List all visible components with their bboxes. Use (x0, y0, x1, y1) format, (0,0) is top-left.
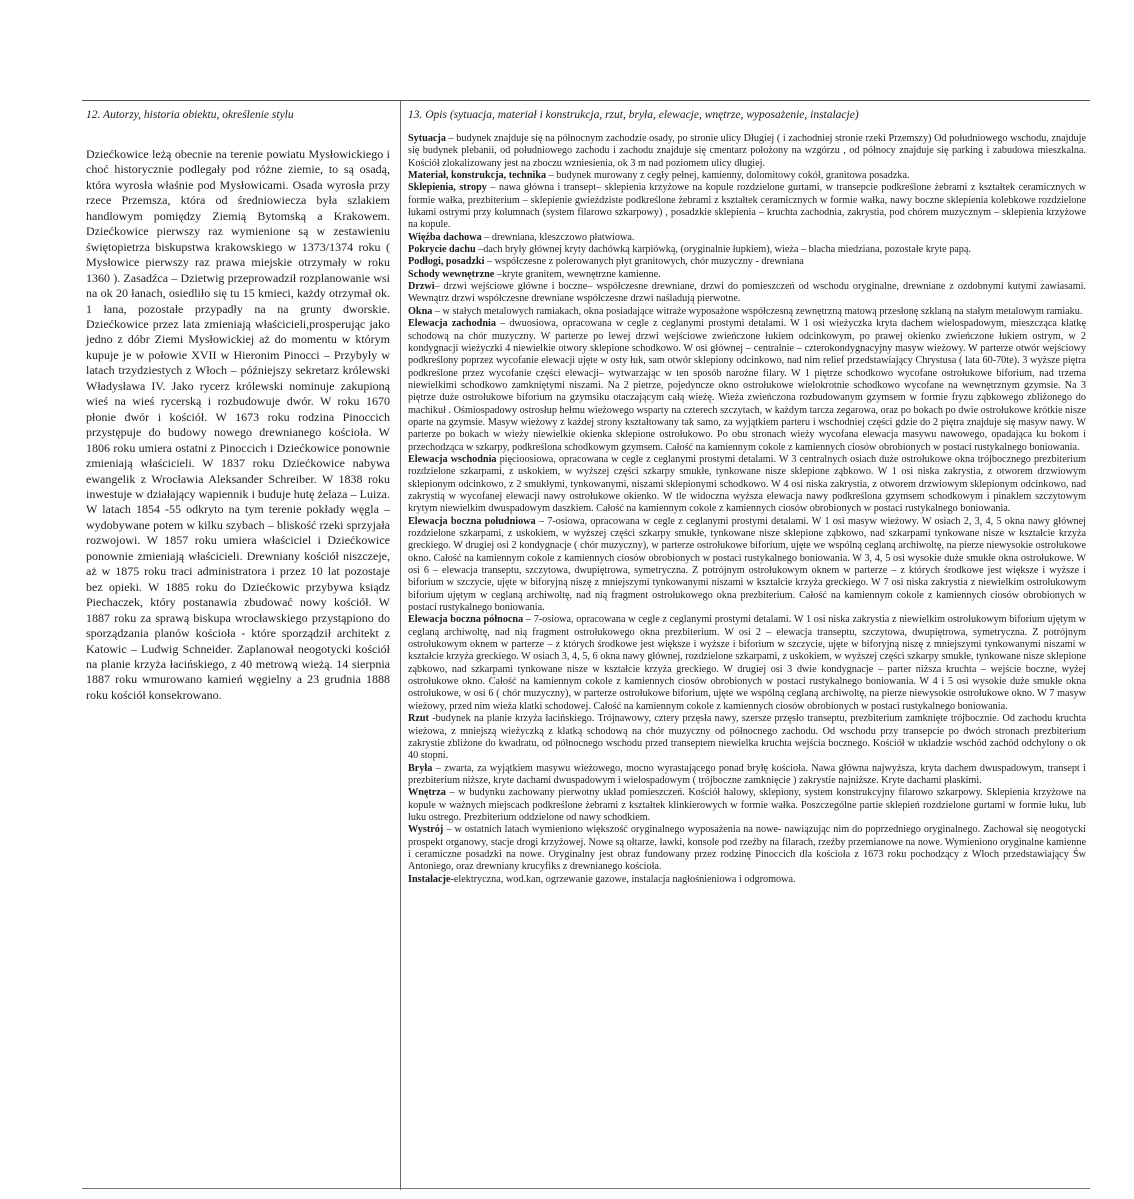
section-text: – budynek murowany z cegły pełnej, kamienny, dolomitowy cokół, granitowa posadzka. (546, 170, 910, 182)
section-north-elevation (408, 614, 1086, 713)
section-floors (408, 256, 1086, 268)
history-heading: 12. Autorzy, historia obiektu, określenie stylu (86, 109, 294, 121)
section-text: – w ostatnich latach wymieniono większość oryginalnego wyposażenia na nowe- nawiązując nim do poprzedniego oryginalnego. Zachował się neogotycki prospekt organowy, stacje drogi krzyżowej. Nowe są ołtarze, ławki, konsole pod rzeźby na filarach, rzeźby przemianowe na nowe. Wymieniono oryginalne kamienne i ceramiczne posadzki na nowe. Oryginalny jest obraz fundowany przez rodzinę Pinoccich dla kościoła z 1673 roku pochodzący z Włoch przedstawiający Św Antoniego, oraz drewniany krucyfiks z drewnianego kościoła. (408, 824, 1086, 873)
section-text: – budynek znajduje się na północnym zachodzie osady, po stronie ulicy Długiej ( i zachodniej stronie rzeki Przemszy) Od południowego wschodu, znajduje się budynek plebanii, od południowego zachodu i zachodu znajduje się cmentarz położony na wzgórzu , od północy znajduje się parking i zabudowa mieszkalna. Kościół zlokalizowany jest na zboczu wzniesienia, ok 3 m nad poziomem ulicy długiej. (408, 133, 1086, 169)
section-south-elevation (408, 516, 1086, 615)
description-heading: 13. Opis (sytuacja, materiał i konstrukcja, rzut, bryła, elewacje, wnętrze, wyposażenie, instalacje) (408, 109, 859, 121)
section-text: -elektryczna, wod.kan, ogrzewanie gazowe, instalacja nagłośnieniowa i odgromowa. (450, 873, 796, 885)
section-label: Sklepienia, stropy (408, 182, 487, 194)
section-label: Elewacja zachodnia (408, 318, 496, 330)
description-text-block (408, 133, 1086, 886)
section-label: Rzut (408, 713, 429, 725)
section-text: – drewniana, kleszczowo płatwiowa. (481, 231, 635, 243)
section-furnishings (408, 824, 1086, 873)
section-label: Elewacja boczna północna (408, 614, 524, 626)
section-text: – 7-osiowa, opracowana w cegle z ceglanymi prostymi detalami. W 1 osi niska zakrystia z niewielkim ostrołukowym biforium ujętym w ceglaną archiwoltę, nad nią fragment ostrołukowego okna prezbiterium. W osi 2 – elewacja transeptu, szczytowa, dwupiętrowa, symetryczna. Z potrójnym ostrołukowym oknem w parterze – z których środkowe jest większe i wyższe i biforium w szczycie, ujęte w biforyjną niszę z mniejszymi tynkowanymi niszami w kształcie krzyża greckiego. W osiach 3, 4, 5, 6 okna nawy głównej, rozdzielone szkarpami, z uskokiem, w wyższej części szkarpy smukłe, tynkowane nisze sklepione ząbkowo, nad szkarpami tynkowane nisze w kształcie krzyża greckiego. W drugiej osi 3 dwie kondygnacje – parter niższa kruchta – wejście boczne, wyżej ostrołukowe okno. Całość na kamiennym cokole z kamiennych ciosów obrobionych w postaci rustykalnego boniowania. W 4 i 5 osi wysokie duże smukłe okna ostrołukowe, w osi 6 ( chór muzyczny), w parterze ostrołukowe biforium, ujęte we wspólną ceglaną archiwoltę, na pierze niewysokie ostrołukowe okno. W 7 masyw wieżowy, przed nim wieża klatki schodowej. Całość na kamiennym cokole z kamiennych ciosów obrobionych w postaci rustykalnego boniowania. (408, 614, 1086, 712)
section-label: Podłogi, posadzki (408, 256, 485, 268)
description-column (408, 108, 1086, 886)
section-text: – współczesne z polerowanych płyt granitowych, chór muzyczny - drewniana (484, 256, 804, 268)
section-label: Pokrycie dachu (408, 244, 476, 256)
section-text: – w stałych metalowych ramiakach, okna posiadające witraże wyposażone współczesną zewnętrzną matową przesłonę szklaną na stałym metalowym ramiaku. (432, 305, 1083, 317)
section-text: –dach bryły głównej kryty dachówką karpiówką, (oryginalnie łupkiem), wieża – blacha miedziana, pozostałe kryte papą. (475, 244, 971, 256)
history-text-block (86, 147, 390, 703)
section-east-elevation (408, 454, 1086, 516)
section-interiors (408, 787, 1086, 824)
section-west-elevation (408, 318, 1086, 454)
section-text: – w budynku zachowany pierwotny układ pomieszczeń. Kościół halowy, sklepiony, system konstrukcyjny filarowo szkarpowy. Sklepienia krzyżowe na kopule w ważnych miejscach podkreślone żebrami z kształtek klinkierowych w formie wałka. Poszczególne partie sklepień rozdzielone gurtami w formie łuku, lub łuku ostrego. Prezbiterium oddzielone od nawy schodkiem. (408, 787, 1086, 823)
history-paragraph: Dziećkowice leżą obecnie na terenie powiatu Mysłowickiego i choć historycznie podlegały pod różne ziemie, to są osadą, która wyrosła właśnie pod Mysłowicami. Osada wyrosła przy rzece Przemsza, która od średniowiecza była szlakiem handlowym pomiędzy Ziemią Bytomską a Krakowem. Dziećkowice pierwszy raz wymienione są w zestawieniu świętopietrza biskupstwa krakowskiego w 1373/1374 roku ( Mysłowice pierwszy raz prawa miejskie otrzymały w roku 1360 ). Zasadźca – Dzietwig przeprowadził rozplanowanie wsi na ok 20 łanach, osiedliło się tu 15 kmieci, każdy otrzymał ok. 1 łana, pozostałe przypadły na na grunty dworskie. Dziećkowice przez lata zmieniają właścicieli,prosperując jako jedno z dóbr Ziemi Mysłowickiej aż do momentu w którym kupuje je w połowie XVII w Hieronim Pinocci – Przybyły w latach trzydziestych z Włoch – późniejszy sekretarz królewski Władysława IV. Jako rycerz królewski nominuje zakupioną wieś na wieś rycerską i rozbudowuje dwór. W roku 1670 płonie dwór i kościół. W 1673 roku rodzina Pinoccich przystępuje do budowy nowego drewnianego kościoła. W 1806 roku umiera ostatni z Pinoccich i Dziećkowice ponownie zmieniają właścicieli. W 1837 roku Dziećkowice nabywa ewangelik z Wrocławia Aleksander Schreiber. W 1838 roku inwestuje w działający wapiennik i buduje hutę żelaza – Luiza. W latach 1854 -55 odkryto na tym terenie pokłady węgla – wydobywane potem w kilku szybach – bliskość rzeki sprzyjała rozwojowi. W 1857 roku umiera właściciel i Dziećkowice ponownie zmieniają właścicieli. Drewniany kościół niszczeje, aż w 1875 roku traci administratora i przez 10 lat pozostaje bez opieki. W 1885 roku do Dziećkowic przybywa ksiądz Piechaczek, który postanawia zbudować nowy kościół. W 1887 roku za sprawą biskupa wrocławskiego przystąpiono do sporządzania planów kościoła - które sporządził architekt z Katowic – Ludwig Schneider. Zaplanował neogotycki kościół na planie krzyża łacińskiego, z 40 metrową wieżą. 14 sierpnia 1887 roku wmurowano kamień węgielny a 23 grudnia 1888 roku kościół konsekrowano. (86, 147, 390, 702)
section-material (408, 170, 1086, 182)
section-text: -budynek na planie krzyża łacińskiego. Trójnawowy, cztery przęsła nawy, szersze przęsło transeptu, prezbiterium zamknięte trójbocznie. Od zachodu kruchta wieżowa, z mniejszą wieżyczką z klatką schodową na chór muzyczny od północnego zachodu. Od wschodu przy transepcie po dwóch stronach prezbiterium zakrystie zbliżone do kwadratu, od północnego wschodu przed transeptem niewielka kruchta wejścia bocznego. Kościół w układzie wschód zachód odchylony o ok 40 stopni. (408, 713, 1086, 762)
section-label: Schody wewnętrzne (408, 268, 495, 280)
section-label: Więźba dachowa (408, 231, 482, 243)
section-roof-covering (408, 244, 1086, 256)
document-form (82, 100, 1090, 1190)
history-column (86, 108, 390, 703)
section-text: – zwarta, za wyjątkiem masywu wieżowego, mocno wyrastającego ponad bryłę kościoła. Nawa główna najwyższa, kryta dachem dwuspadowym, transept i prezbiterium niższe, kryte dachami dwuspadowym i wielospadowym ( trójboczne zamknięcie ) zakrystie najniższe. Kryte dachami płaskimi. (408, 762, 1086, 786)
section-label: Sytuacja (408, 133, 446, 144)
column-divider (400, 100, 401, 1190)
section-label: Drzwi (408, 281, 435, 293)
section-situation (408, 133, 1086, 170)
section-stairs (408, 269, 1086, 281)
section-text: – 7-osiowa, opracowana w cegle z ceglanymi prostymi detalami. W 1 osi masyw wieżowy. W osiach 2, 3, 4, 5 okna nawy głównej rozdzielone szkarpami, z uskokiem, w wyższej części szkarpy smukłe, tynkowane nisze sklepione ząbkowo, nad szkarpami tynkowane nisze w kształcie krzyża greckiego. W drugiej osi 2 kondygnacje ( chór muzyczny), w parterze ostrołukowe biforium, ujęte we wspólną ceglaną archiwoltę, na pierze niewysokie ostrołukowe okno. Całość na kamiennym cokole z kamiennych ciosów obrobionych w postaci rustykalnego boniowania. W 3, 4, 5 osi wysokie duże smukłe okna ostrołukowe. W osi 6 – elewacja transeptu, szczytowa, dwupiętrowa, symetryczna. Z potrójnym ostrołukowym oknem w parterze – z których środkowe jest większe i wyższe i biforium w szczycie, ujęte w biforyjną niszę z mniejszymi tynkowanymi niszami w kształcie krzyża greckiego. W 7 osi niska zakrystia z niewielkim ostrołukowym biforium ujętym w ceglaną archiwoltę, nad nią fragment ostrołukowego okna prezbiterium. Całość na kamiennym cokole z kamiennych ciosów obrobionych w postaci rustykalnego boniowania. (408, 515, 1086, 614)
section-installations (408, 874, 1086, 886)
section-vaults (408, 182, 1086, 231)
section-text: – nawa główna i transept– sklepienia krzyżowe na kopule rozdzielone gurtami, w transepcie podkreślone żebrami z kształtek ceramicznych w formie wałka, prezbiterium – sklepienie gwieździste podkreślone żebrami z kształtek ceramicznych w formie wałka, nawy boczne sklepienia kolebkowe rozdzielone łukami ostrymi przy kolumnach (system filarowo szkarpowy) , posadzkie sklepienia – kruchta zachodnia, zakrystia, pod chórem muzycznym – sklepienia krzyżowe na kopule. (408, 182, 1086, 231)
section-label: Bryła (408, 762, 433, 774)
section-label: Instalacje (408, 873, 451, 885)
section-plan (408, 713, 1086, 762)
top-rule (82, 100, 1090, 101)
section-label: Materiał, konstrukcja, technika (408, 170, 547, 182)
section-label: Wystrój (408, 824, 444, 836)
section-windows (408, 306, 1086, 318)
section-text: –kryte granitem, wewnętrzne kamienne. (494, 268, 661, 280)
section-text: – dwuosiowa, opracowana w cegle z ceglanymi prostymi detalami. W 1 osi wieżyczka kryta dachem wielospadowym, mieszcząca klatkę schodową na chór muzyczny. W parterze po lewej drzwi wejściowe zwieńczone łukiem odcinkowym, po prawej okienko zwieńczone łukiem ostrym, w 2 kondygnacji wieżyczki 4 niewielkie otwory sklepione schodkowo. W osi głównej – centralnie – czterokondygnacyjny masyw wieżowy. W parterze otwór wejściowy podkreślony poprzez wycofanie elewacji ujęte w osty łuk, sam otwór sklepiony odcinkowo, nad nim relief przedstawiający Chrystusa ( lata 60-70te). 3 wyższe piętra podkreślone przez wycofanie części elewacji– wytwarzając w ten sposób narożne filary. W 1 piętrze schodkowo wycofane ostrołukowe biforium, nad trzema niewielkimi schodkowo zamkniętymi niszami. Na 2 pietrze, pojedyncze okno ostrołukowe wielokrotnie schodkowo wycofane na wewnętrznym gzymsie. Na 3 piętrze duże ostrołukowe biforium na gzymsiku otaczającym całą wieżę. Wieża zwieńczona rozbudowanym gzymsem w formie fryzu ząbkowego zbliżonego do machikuł . Ośmiospadowy ostrosłup hełmu wieżowego wsparty na czterech szczytach, w każdym tarcza zegarowa, oraz po bokach po dwie ostrołukowe krótkie nisze oparte na gzymsie. Masyw wieżowy z każdej strony kształtowany tak samo, za wyjątkiem parteru i wschodniej części gdzie do 2 piętra znajduje się masyw nawy. W parterze po bokach w wieży niewielkie okienka sklepione ostrołukowo. Po obu stronach wieży wycofana elewacja masywu nawowego, opadająca ku bokom i przechodząca w szkarpy, podkreślona schodkowym gzymsem. Całość na kamiennym cokole z kamiennych ciosów obrobionych w postaci rustykalnego boniowania. (408, 318, 1086, 453)
section-roof-truss (408, 232, 1086, 244)
section-text: – drzwi wejściowe główne i boczne– współczesne drewniane, drzwi do pomieszczeń od wschodu oryginalne, drewniane z ozdobnymi kutymi zawiasami. Wewnątrz drzwi współczesne drewniane współczesne drzwi naśladują pierwotne. (408, 281, 1086, 305)
section-text: pięcioosiowa, opracowana w cegle z ceglanymi prostymi detalami. W 3 centralnych osiach duże ostrołukowe okna trójbocznego prezbiterium rozdzielone szkarpami, z uskokiem, w wyższej części szkarpy smukłe, tynkowane nisze sklepione ząbkowo. W 1 osi niska zakrystia, z otworem drzwiowym sklepionym odcinkowo, z 2 smukłymi, tynkowanymi, niszami sklepionymi schodkowo. W 4 osi niska zakrystia, z otworem drzwiowym sklepionym odcinkowo, nad zakrystią w wycofanej elewacji nawy ostrołukowe okienko. W tle widoczna wyższa elewacja nawy podkreślona gzymsem schodkowym i pinaklem szczytowym krytym niewielkim dwuspadowym daszkiem. Całość na kamiennym cokole z kamiennych ciosów obrobionych w postaci rustykalnego boniowania. (408, 453, 1086, 515)
section-label: Elewacja boczna południowa (408, 515, 536, 527)
section-label: Elewacja wschodnia (408, 453, 497, 465)
section-massing (408, 763, 1086, 788)
section-doors (408, 281, 1086, 306)
section-label: Wnętrza (408, 787, 446, 799)
section-label: Okna (408, 305, 433, 317)
bottom-rule (82, 1188, 1090, 1189)
